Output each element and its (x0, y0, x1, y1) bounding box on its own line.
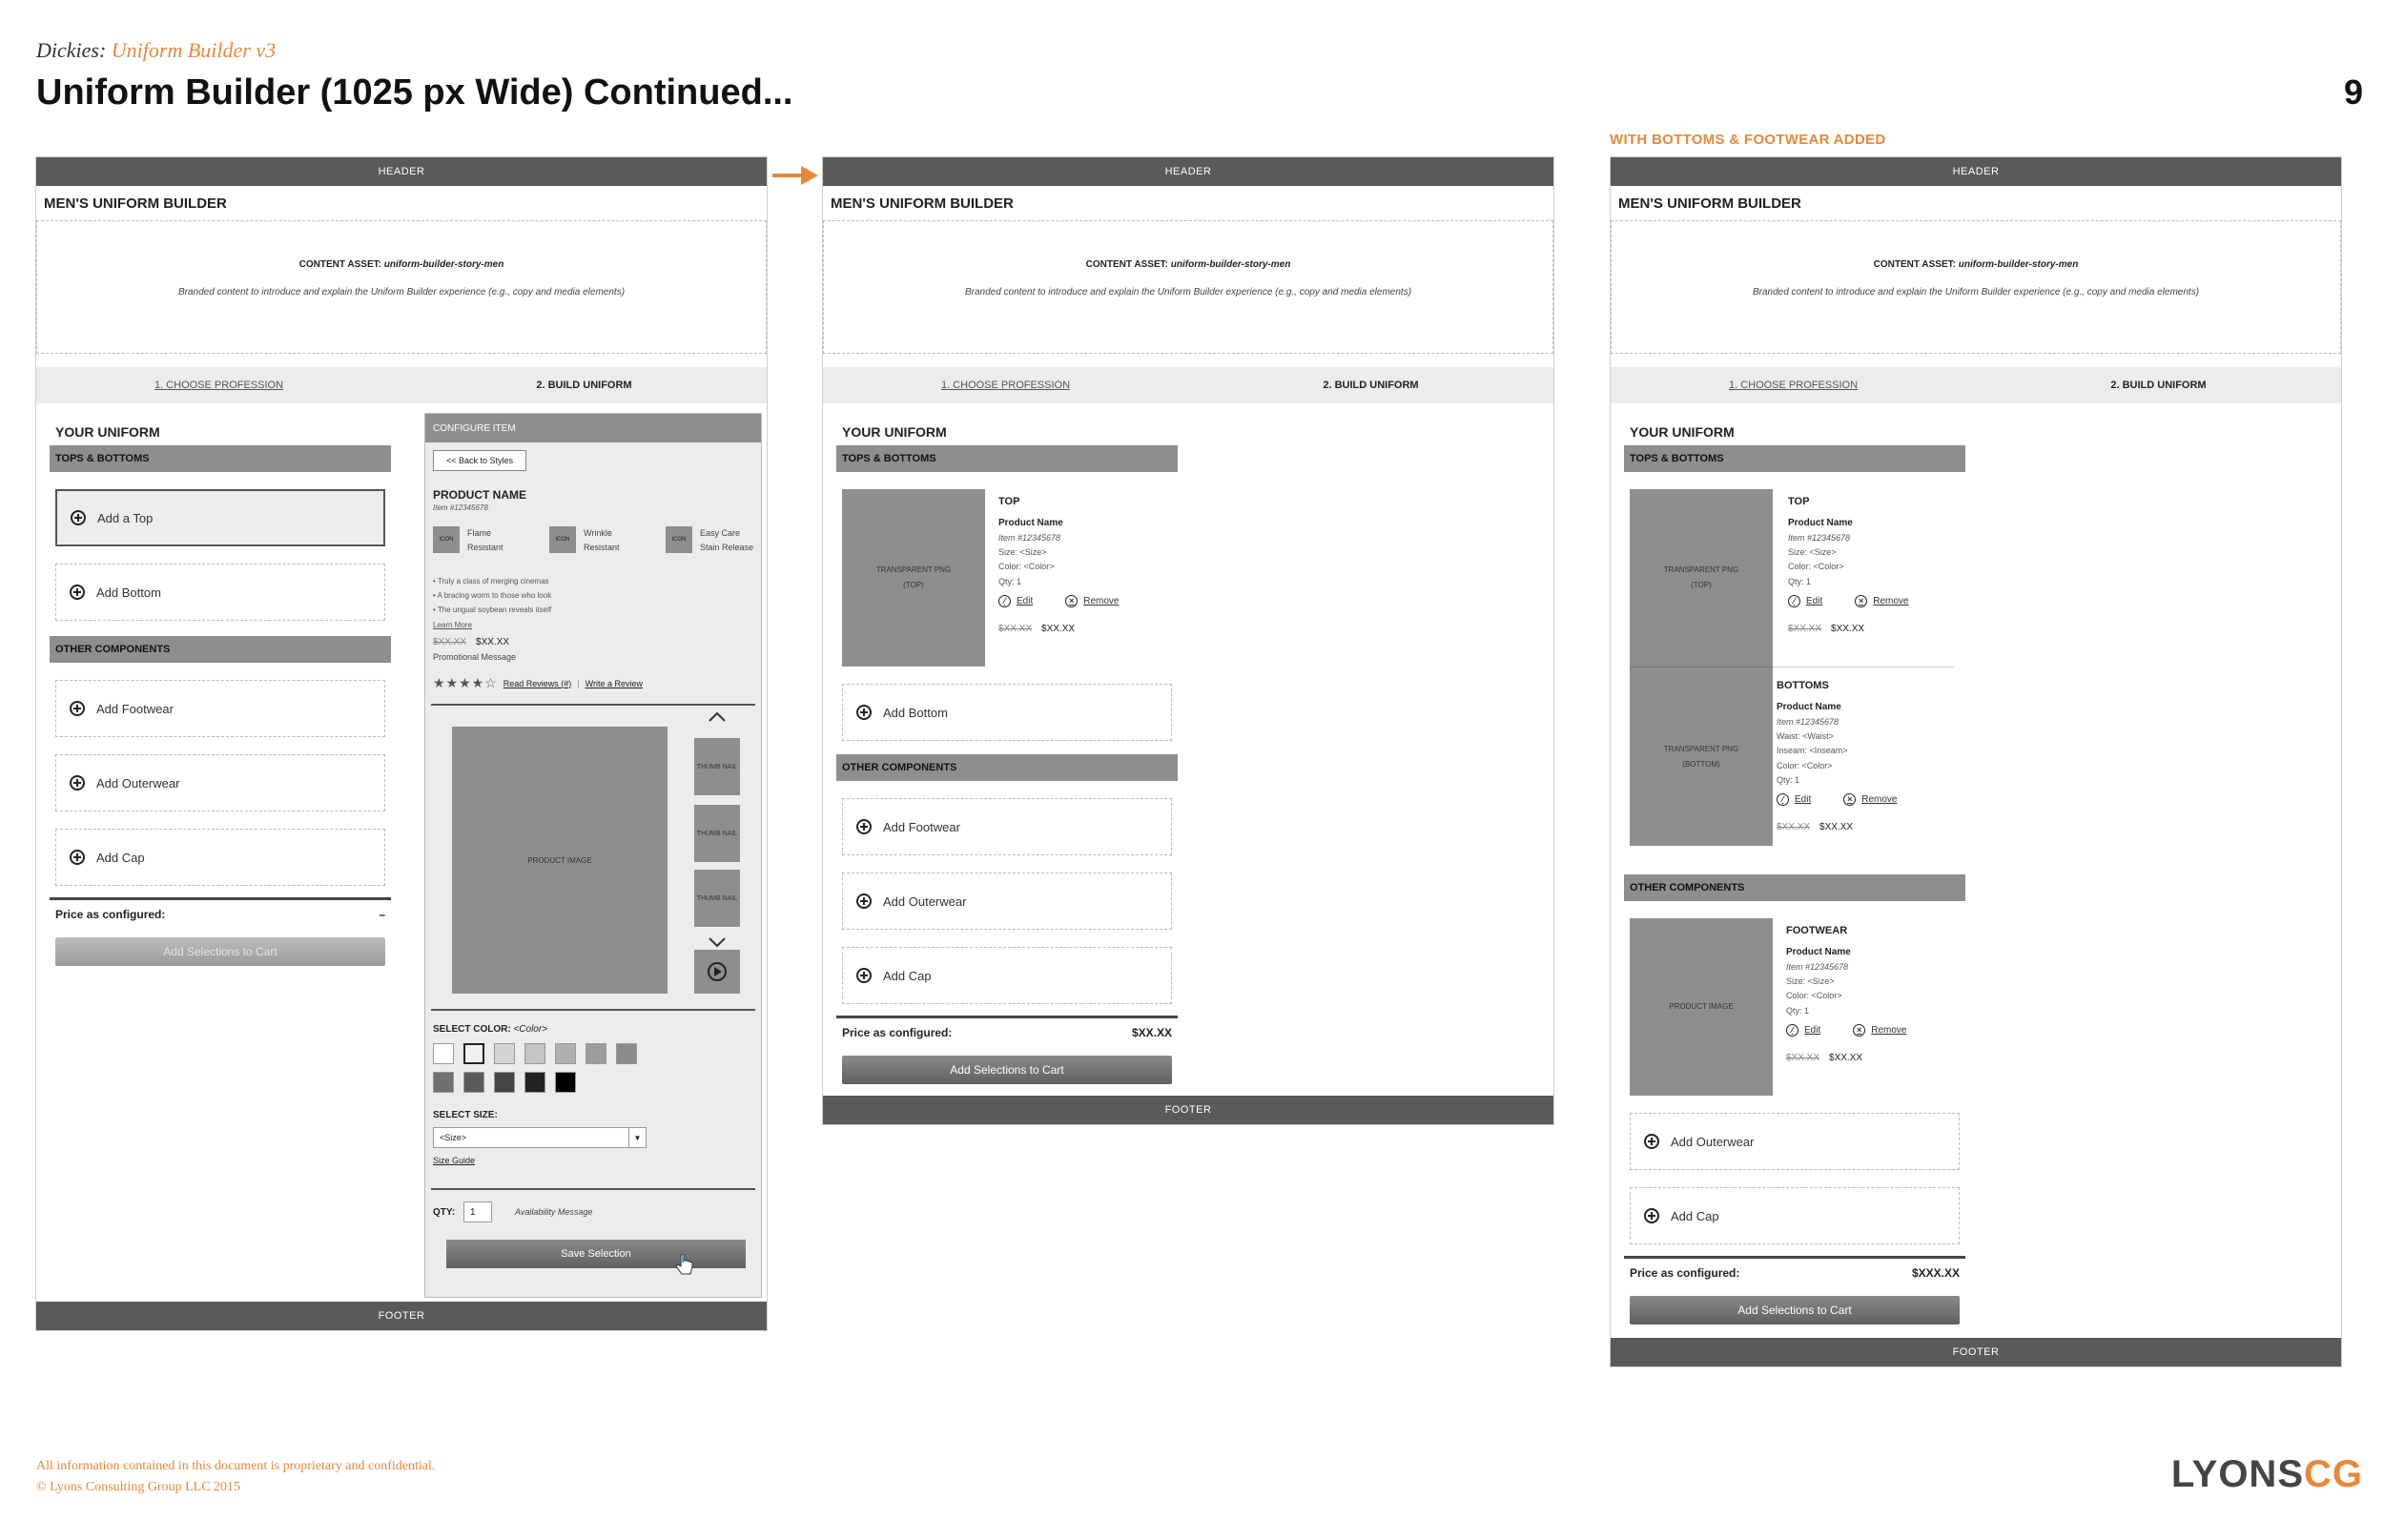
your-uniform-heading: YOUR UNIFORM (1630, 424, 1735, 440)
product-image: PRODUCT IMAGE (452, 727, 668, 994)
lyons-logo: LYONSCG (2170, 1453, 2363, 1495)
color-swatch[interactable] (494, 1072, 515, 1093)
add-outerwear-button[interactable]: Add Outerwear (1630, 1113, 1960, 1170)
remove-icon: × (1855, 595, 1867, 607)
step-build-uniform: 2. BUILD UNIFORM (1323, 380, 1419, 391)
cursor-hand-icon (675, 1253, 694, 1278)
add-bottom-button[interactable]: Add Bottom (55, 564, 385, 621)
plus-icon (70, 775, 85, 791)
tops-bottoms-heading: TOPS & BOTTOMS (836, 445, 1178, 472)
remove-footwear-link[interactable]: × Remove (1853, 1022, 1906, 1038)
price-configured: Price as configured: – (50, 897, 391, 928)
content-asset: CONTENT ASSET: uniform-builder-story-men Branded content to introduce and explain the Uniform Builder experience (e.g., copy and media elements) (36, 220, 767, 354)
plus-icon (71, 510, 86, 525)
qty-label: QTY: (433, 1207, 456, 1218)
remove-icon: × (1065, 595, 1078, 607)
color-swatch[interactable] (494, 1043, 515, 1064)
wireframe-panel-configure (35, 156, 768, 1331)
color-swatch[interactable] (555, 1043, 576, 1064)
step-build-uniform: 2. BUILD UNIFORM (2110, 380, 2207, 391)
config-price: $XX.XX $XX.XX (433, 637, 510, 647)
add-outerwear-button[interactable]: Add Outerwear (55, 754, 385, 811)
feature-easy-care: ICON Easy Care Stain Release (666, 526, 763, 556)
color-swatch[interactable] (616, 1043, 637, 1064)
content-asset: CONTENT ASSET: uniform-builder-story-men Branded content to introduce and explain the Uniform Builder experience (e.g., copy and media elements) (1611, 220, 2341, 354)
site-footer: FOOTER (36, 1302, 767, 1330)
add-cap-button[interactable]: Add Cap (55, 829, 385, 886)
wireframe-panel-bottoms-footwear-added (1610, 156, 2342, 1367)
add-to-cart-button[interactable]: Add Selections to Cart (842, 1056, 1172, 1084)
plus-icon (70, 850, 85, 865)
tops-bottoms-heading: TOPS & BOTTOMS (50, 445, 391, 472)
feature-icons (433, 526, 763, 556)
edit-icon: ⁄ (1788, 595, 1800, 607)
qty-input[interactable]: 1 (463, 1201, 492, 1222)
chevron-down-icon[interactable] (708, 936, 727, 948)
copyright-note: © Lyons Consulting Group LLC 2015 (36, 1480, 241, 1494)
wrinkle-icon: ICON (549, 526, 576, 553)
top-image: TRANSPARENT PNG (TOP) (1630, 489, 1773, 667)
edit-icon: ⁄ (998, 595, 1011, 607)
plus-icon (856, 893, 872, 909)
color-swatch[interactable] (463, 1072, 484, 1093)
page-title: MEN'S UNIFORM BUILDER (831, 195, 1014, 212)
dropdown-arrow-icon: ▼ (628, 1128, 646, 1147)
remove-bottoms-link[interactable]: × Remove (1843, 791, 1897, 808)
size-select[interactable]: <Size> ▼ (433, 1127, 647, 1148)
feature-wrinkle: ICON Wrinkle Resistant (549, 526, 647, 556)
add-cap-button[interactable]: Add Cap (1630, 1187, 1960, 1244)
add-to-cart-button[interactable]: Add Selections to Cart (55, 937, 385, 966)
save-selection-button[interactable]: Save Selection (446, 1240, 746, 1268)
remove-top-link[interactable]: × Remove (1855, 593, 1908, 609)
color-swatch[interactable] (433, 1043, 454, 1064)
color-swatch[interactable] (524, 1043, 545, 1064)
add-cap-button[interactable]: Add Cap (842, 947, 1172, 1004)
plus-icon (856, 819, 872, 834)
step-choose-profession[interactable]: 1. CHOOSE PROFESSION (154, 380, 284, 391)
state-label: WITH BOTTOMS & FOOTWEAR ADDED (1610, 132, 1886, 148)
add-top-button[interactable]: Add a Top (55, 489, 385, 546)
step-nav (36, 367, 767, 403)
document-brand: Dickies: Uniform Builder v3 (36, 38, 277, 62)
item-number: Item #12345678 (433, 503, 488, 512)
plus-icon (1644, 1208, 1659, 1223)
page-title: MEN'S UNIFORM BUILDER (1618, 195, 1801, 212)
step-choose-profession[interactable]: 1. CHOOSE PROFESSION (940, 380, 1071, 391)
page-number: 9 (2343, 72, 2363, 112)
site-header: HEADER (1611, 157, 2341, 186)
selected-top-item: TRANSPARENT PNG (TOP) TOP Product Name Item #12345678 Size: <Size> Color: <Color> Qty: 1 ⁄ Edit × Remove $XX.XX $XX.XX (1624, 489, 1965, 667)
page-title: MEN'S UNIFORM BUILDER (44, 195, 227, 212)
plus-icon (1644, 1134, 1659, 1149)
star-rating-icon: ★★★★☆ (433, 675, 498, 690)
chevron-up-icon[interactable] (708, 711, 727, 723)
promo-message: Promotional Message (433, 652, 517, 662)
thumbnail[interactable]: THUMB NAIL (694, 805, 740, 862)
content-asset: CONTENT ASSET: uniform-builder-story-men Branded content to introduce and explain the Uniform Builder experience (e.g., copy and media elements) (823, 220, 1553, 354)
plus-icon (70, 585, 85, 600)
easy-care-icon: ICON (666, 526, 692, 553)
selected-top-item: TRANSPARENT PNG (TOP) TOP Product Name Item #12345678 Size: <Size> Color: <Color> Qty: 1 ⁄ Edit × Remove $XX.XX $XX.XX (836, 489, 1178, 667)
other-components-heading: OTHER COMPONENTS (1624, 874, 1965, 901)
price-configured: Price as configured: $XX.XX (836, 1016, 1178, 1046)
write-review-link[interactable]: Write a Review (585, 678, 643, 688)
other-components-heading: OTHER COMPONENTS (50, 636, 391, 663)
video-thumbnail[interactable] (694, 950, 740, 994)
flow-arrow-icon (772, 164, 820, 187)
availability-message: Availability Message (515, 1207, 593, 1217)
color-swatch[interactable] (524, 1072, 545, 1093)
add-outerwear-button[interactable]: Add Outerwear (842, 873, 1172, 930)
step-nav (823, 367, 1553, 403)
your-uniform-heading: YOUR UNIFORM (842, 424, 947, 440)
edit-footwear-link[interactable]: ⁄ Edit (1786, 1022, 1820, 1038)
confidential-note: All information contained in this document is proprietary and confidential. (36, 1459, 436, 1473)
other-components-heading: OTHER COMPONENTS (836, 754, 1178, 781)
step-nav (1611, 367, 2341, 403)
plus-icon (70, 701, 85, 716)
add-bottom-button[interactable]: Add Bottom (842, 684, 1172, 741)
thumbnail[interactable]: THUMB NAIL (694, 870, 740, 927)
document-title: Uniform Builder (1025 px Wide) Continued... (36, 72, 793, 113)
size-guide-link[interactable]: Size Guide (433, 1156, 476, 1165)
remove-top-link[interactable]: × Remove (1065, 593, 1119, 609)
color-swatch[interactable] (433, 1072, 454, 1093)
learn-more-link[interactable]: Learn More (433, 620, 472, 629)
step-choose-profession[interactable]: 1. CHOOSE PROFESSION (1728, 380, 1859, 391)
edit-top-link[interactable]: ⁄ Edit (998, 593, 1033, 609)
site-header: HEADER (36, 157, 767, 186)
price-configured: Price as configured: $XXX.XX (1624, 1256, 1965, 1286)
select-color-label: SELECT COLOR: <Color> (433, 1024, 548, 1035)
selected-footwear-item: PRODUCT IMAGE FOOTWEAR Product Name Item #12345678 Size: <Size> Color: <Color> Qty: 1 ⁄ Edit × Remove $XX.XX $XX.XX (1624, 918, 1965, 1096)
back-to-styles-button[interactable]: << Back to Styles (433, 450, 526, 471)
top-image: TRANSPARENT PNG (TOP) (842, 489, 985, 667)
configure-item-heading: CONFIGURE ITEM (425, 414, 761, 442)
feature-flame: ICON Flame Resistant (433, 526, 530, 556)
bottoms-image: TRANSPARENT PNG (BOTTOM) (1630, 667, 1773, 846)
plus-icon (856, 968, 872, 983)
tops-bottoms-heading: TOPS & BOTTOMS (1624, 445, 1965, 472)
footwear-image: PRODUCT IMAGE (1630, 918, 1773, 1096)
your-uniform-heading: YOUR UNIFORM (55, 424, 160, 440)
thumbnail[interactable]: THUMB NAIL (694, 738, 740, 795)
your-uniform-column (50, 413, 391, 966)
product-bullets: • Truly a class of merging cinemas • A bracing worm to those who look • The ungual soybean reveals itself Learn More (433, 574, 551, 632)
site-footer: FOOTER (823, 1096, 1553, 1124)
remove-icon: × (1853, 1024, 1865, 1037)
rating-row: ★★★★☆ Read Reviews (#) | Write a Review (433, 675, 643, 690)
configure-item-panel (424, 413, 762, 1298)
read-reviews-link[interactable]: Read Reviews (#) (503, 678, 572, 688)
site-footer: FOOTER (1611, 1338, 2341, 1366)
plus-icon (856, 705, 872, 720)
add-footwear-button[interactable]: Add Footwear (842, 798, 1172, 855)
step-build-uniform: 2. BUILD UNIFORM (536, 380, 632, 391)
site-header: HEADER (823, 157, 1553, 186)
edit-top-link[interactable]: ⁄ Edit (1788, 593, 1822, 609)
wireframe-panel-top-added (822, 156, 1554, 1125)
edit-bottoms-link[interactable]: ⁄ Edit (1777, 791, 1811, 808)
product-name: PRODUCT NAME (433, 488, 526, 502)
edit-icon: ⁄ (1786, 1024, 1798, 1037)
selected-bottoms-item: TRANSPARENT PNG (BOTTOM) BOTTOMS Product Name Item #12345678 Waist: <Waist> Inseam: <Inseam> Color: <Color> Qty: 1 ⁄ Edit × Remove $XX.XX $XX.XX (1624, 667, 1965, 846)
color-swatch[interactable] (463, 1043, 484, 1064)
add-footwear-button[interactable]: Add Footwear (55, 680, 385, 737)
edit-icon: ⁄ (1777, 793, 1789, 806)
remove-icon: × (1843, 793, 1856, 806)
your-uniform-column (836, 413, 1178, 1084)
color-swatch[interactable] (586, 1043, 606, 1064)
select-size-label: SELECT SIZE: (433, 1110, 498, 1120)
color-swatch[interactable] (555, 1072, 576, 1093)
play-icon (707, 961, 728, 982)
add-to-cart-button[interactable]: Add Selections to Cart (1630, 1296, 1960, 1324)
your-uniform-column (1624, 413, 1965, 1324)
flame-icon: ICON (433, 526, 460, 553)
